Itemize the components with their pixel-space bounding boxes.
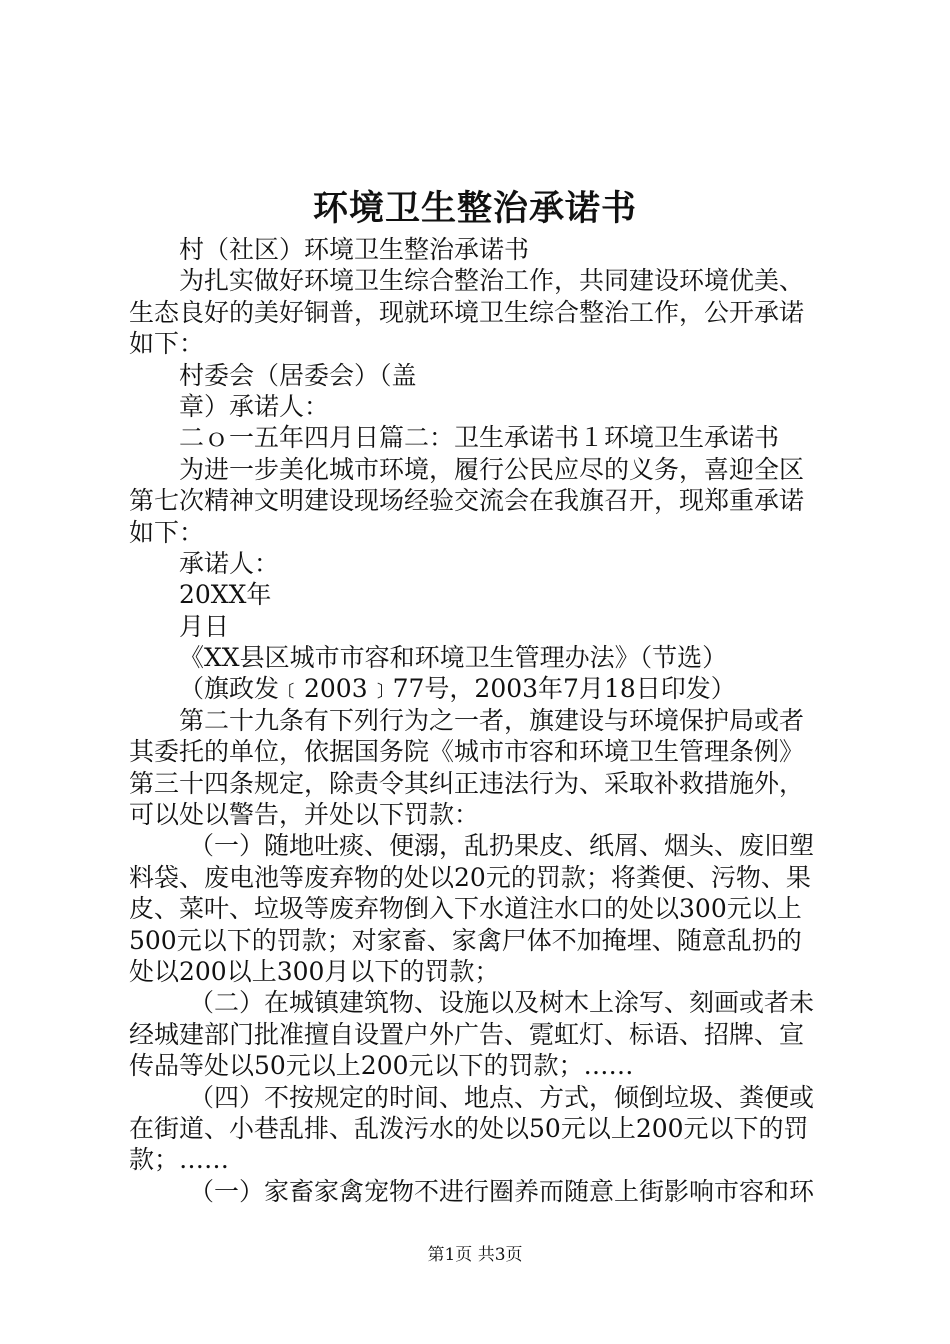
document-title: 环境卫生整治承诺书 [312,188,637,229]
text-line: 村委会（居委会）（盖 [179,360,417,390]
text-line: 二ｏ一五年四月日篇二：卫生承诺书１环境卫生承诺书 [179,423,780,453]
text-line: 在街道、小巷乱排、乱泼污水的处以50元以上200元以下的罚 [129,1113,809,1143]
text-line: 为进一步美化城市环境，履行公民应尽的义务，喜迎全区 [179,454,805,484]
text-line: 第二十九条有下列行为之一者，旗建设与环境保护局或者 [179,705,805,735]
text-line: 生态良好的美好铜普，现就环境卫生综合整治工作，公开承诺 [129,297,805,327]
text-line: 月日 [179,611,230,641]
text-line: 500元以下的罚款；对家畜、家禽尸体不加掩埋、随意乱扔的 [129,925,802,955]
text-line: 20XX年 [179,580,272,610]
text-line: 如下： [129,329,205,359]
text-line: （二）在城镇建筑物、设施以及树木上涂写、刻画或者未 [189,988,815,1018]
text-line: （一）家畜家禽宠物不进行圈养而随意上街影响市容和环 [189,1176,815,1206]
text-line: 皮、菜叶、垃圾等废弃物倒入下水道注水口的处以300元以上 [129,894,802,924]
text-line: 第三十四条规定，除责令其纠正违法行为、采取补救措施外， [129,768,805,798]
text-line: 章）承诺人： [179,391,330,421]
text-line: 承诺人： [179,548,280,578]
text-line: 经城建部门批准擅自设置户外广告、霓虹灯、标语、招牌、宣 [129,1019,805,1049]
text-line: 传品等处以50元以上200元以下的罚款；…… [129,1051,634,1081]
text-line: 料袋、废电池等废弃物的处以20元的罚款；将粪便、污物、果 [129,862,811,892]
text-line: （四）不按规定的时间、地点、方式，倾倒垃圾、粪便或 [189,1082,815,1112]
page-footer: 第1页 共3页 [427,1245,523,1265]
text-line: 可以处以警告，并处以下罚款： [129,800,480,830]
text-line: 款；…… [129,1145,230,1175]
document-body [129,234,829,1207]
text-line: 《XX县区城市市容和环境卫生管理办法》（节选） [179,643,728,673]
text-line: 其委托的单位，依据国务院《城市市容和环境卫生管理条例》 [129,737,805,767]
text-line: 如下： [129,517,205,547]
text-line: 为扎实做好环境卫生综合整治工作，共同建设环境优美、 [179,266,805,296]
text-line: （一）随地吐痰、便溺，乱扔果皮、纸屑、烟头、废旧塑 [189,831,815,861]
text-line: 村（社区）环境卫生整治承诺书 [179,235,530,264]
text-line: （旗政发﹝2003﹞77号，2003年7月18日印发） [179,674,736,704]
text-line: 处以200以上300月以下的罚款； [129,956,500,986]
text-line: 第七次精神文明建设现场经验交流会在我旗召开，现郑重承诺 [129,486,805,516]
